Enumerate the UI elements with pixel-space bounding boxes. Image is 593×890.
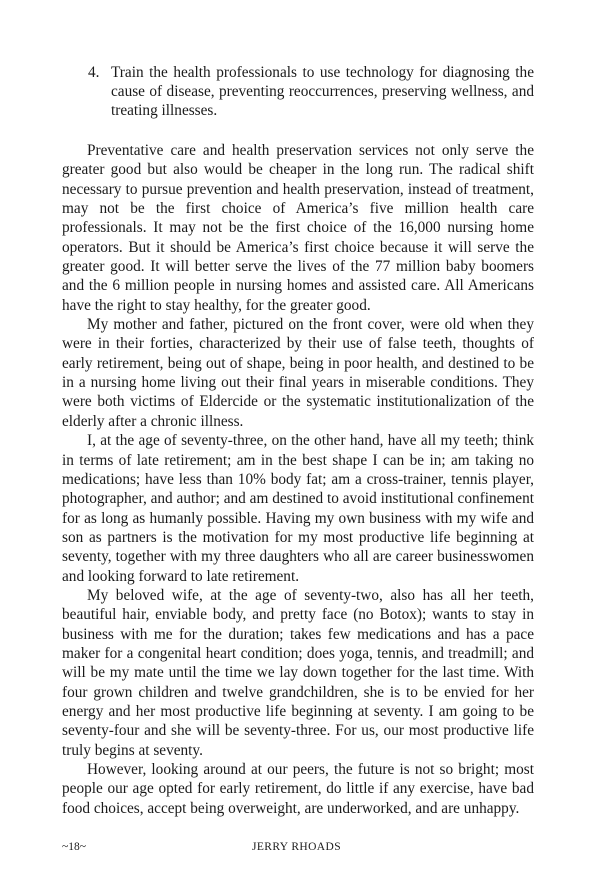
list-item-text: Train the health professionals to use technology for diagnosing the cause of disease, preventing reoccurrences, preserving wellness, and treating illnesses. (111, 64, 534, 120)
list-item-number: 4. (88, 64, 100, 81)
paragraph-5: However, looking around at our peers, the future is not so bright; most people our age opted for early retirement, do little if any exercise, have bad food choices, accept being overweight, are underworked, and are unhappy. (62, 761, 534, 817)
page-footer (0, 841, 593, 857)
paragraph-3: I, at the age of seventy-three, on the other hand, have all my teeth; think in terms of late retirement; am in the best shape I can be in; am taking no medications; have less than 10% body fat; am a cross-trainer, tennis player, photographer, and author; and am destined to avoid institutional confinement for as long as humanly possible. Having my own business with my wife and son as partners is the motivation for my most productive life beginning at seventy, together with my three daughters who all are career businesswomen and looking forward to late retirement. (62, 432, 534, 585)
paragraph-2: My mother and father, pictured on the front cover, were old when they were in their forties, characterized by their use of false teeth, thoughts of early retirement, being out of shape, being in poor health, and destined to be in a nursing home living out their final years in miserable conditions. They were both victims of Eldercide or the systematic institutionalization of the elderly after a chronic illness. (62, 316, 534, 430)
paragraph-1: Preventative care and health preservation services not only serve the greater good but also would be cheaper in the long run. The radical shift necessary to pursue prevention and health preservation, instead of treatment, may not be the first choice of America’s five million health care professionals. It may not be the first choice of the 16,000 nursing home operators. But it should be America’s first choice because it will serve the greater good. It will better serve the lives of the 77 million baby boomers and the 6 million people in nursing homes and assisted care. All Americans have the right to stay healthy, for the greater good. (62, 142, 534, 314)
paragraph-4: My beloved wife, at the age of seventy-two, also has all her teeth, beautiful hair, enviable body, and pretty face (no Botox); wants to stay in business with me for the duration; takes few medications and has a pace maker for a congenital heart condition; does yoga, tennis, and treadmill; and will be my mate until the time we lay down together for the last time. With four grown children and twelve grandchildren, she is to be envied for her energy and her most productive life beginning at seventy. I am going to be seventy-four and she will be seventy-three. For us, our most productive life truly begins at seventy. (62, 586, 534, 759)
body-text (62, 141, 534, 818)
numbered-list-item (88, 63, 534, 121)
page-number: ~18~ (62, 841, 86, 853)
running-head-author: JERRY RHOADS (251, 841, 342, 853)
